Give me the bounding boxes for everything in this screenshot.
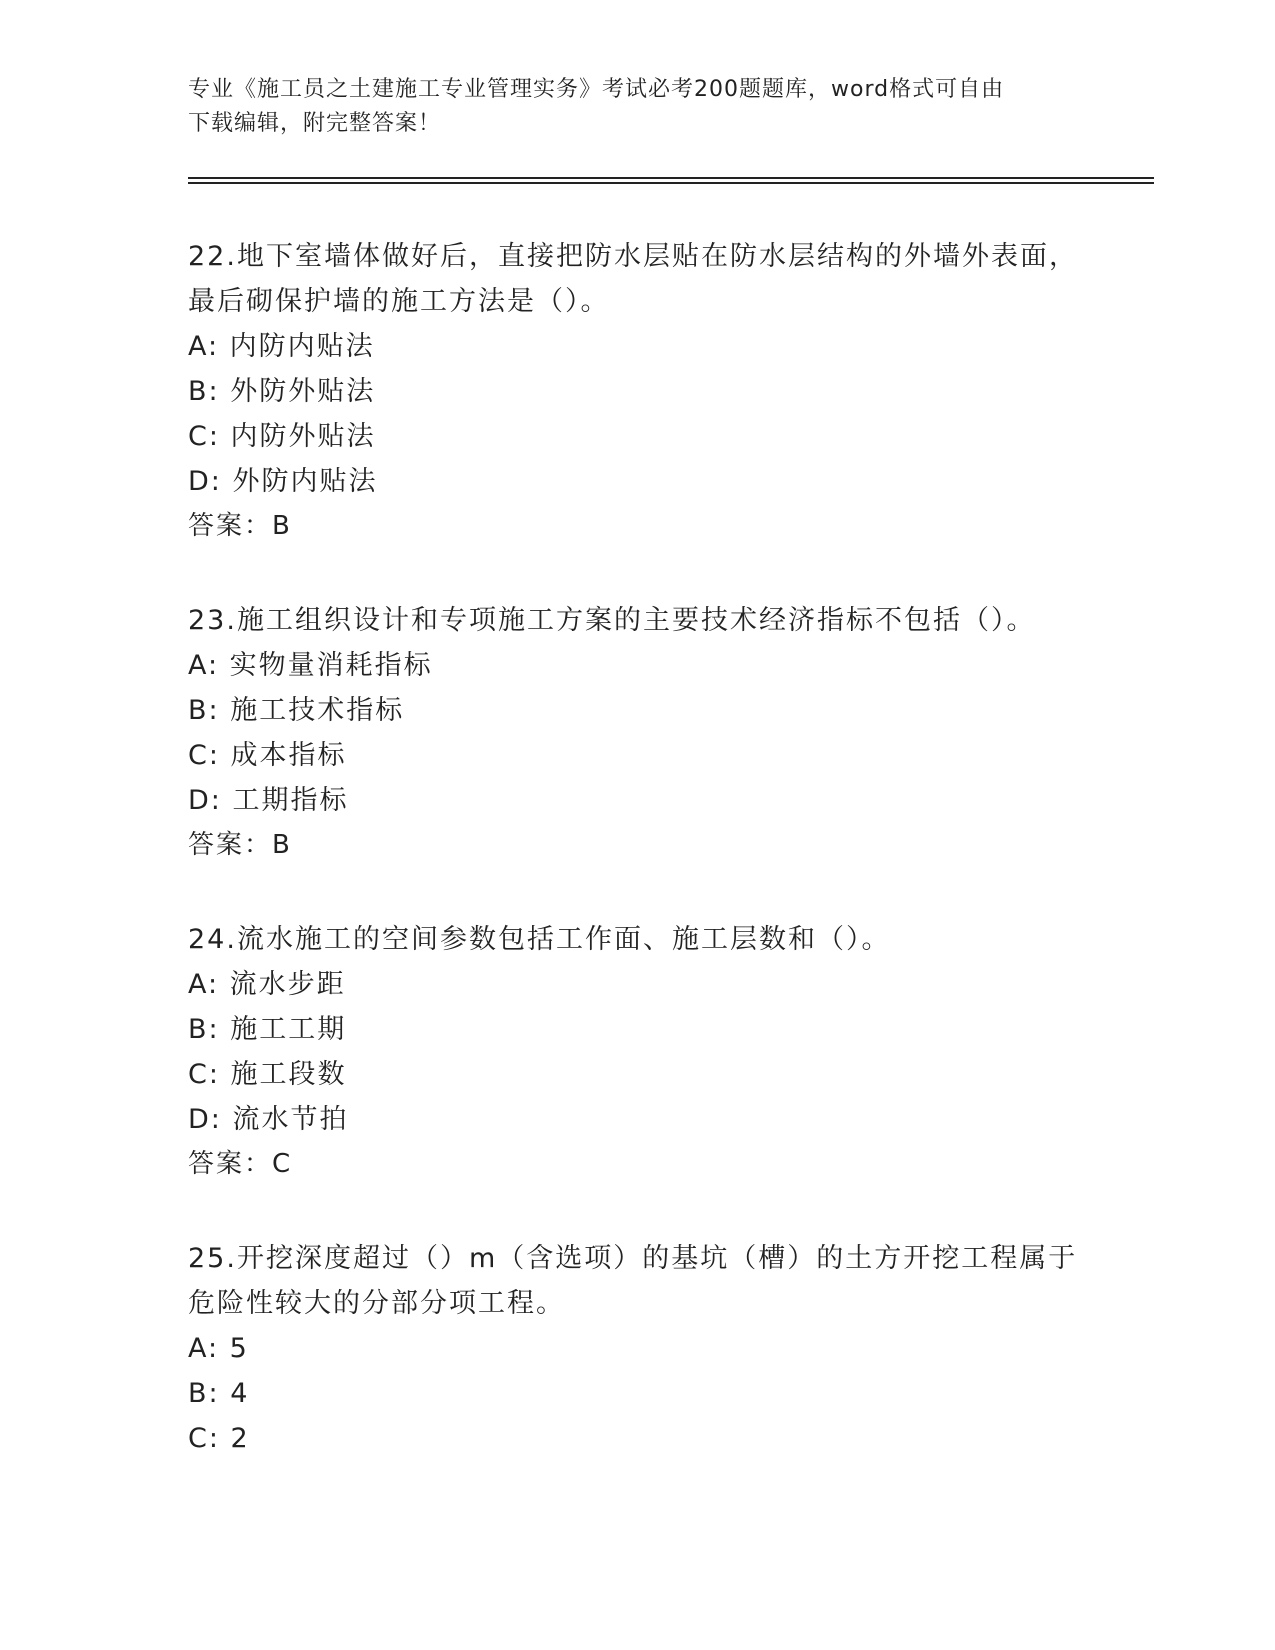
- option-c: C: 内防外贴法: [188, 421, 376, 452]
- option-a: A: 实物量消耗指标: [188, 650, 433, 681]
- question-22: [188, 234, 1088, 549]
- option-a: A: 内防内贴法: [188, 331, 375, 362]
- option-a: A: 5: [188, 1333, 249, 1364]
- question-stem: 危险性较大的分部分项工程。: [188, 1288, 565, 1319]
- header-line: 下载编辑，附完整答案！: [188, 111, 442, 136]
- option-d: D: 工期指标: [188, 785, 349, 816]
- question-stem: 最后砌保护墙的施工方法是（）。: [188, 286, 610, 317]
- option-c: C: 施工段数: [188, 1059, 347, 1090]
- header-line: 专业《施工员之土建施工专业管理实务》考试必考200题题库，word格式可自由: [188, 77, 1005, 102]
- document-header: [188, 73, 1088, 141]
- question-stem: 22.地下室墙体做好后，直接把防水层贴在防水层结构的外墙外表面，: [188, 241, 1078, 272]
- option-d: D: 流水节拍: [188, 1104, 349, 1135]
- question-23: [188, 598, 1088, 868]
- question-stem: 25.开挖深度超过（）m（含选项）的基坑（槽）的土方开挖工程属于: [188, 1243, 1078, 1274]
- option-b: B: 施工工期: [188, 1014, 347, 1045]
- option-b: B: 施工技术指标: [188, 695, 405, 726]
- question-24: [188, 917, 1088, 1187]
- option-d: D: 外防内贴法: [188, 466, 378, 497]
- header-divider: [188, 177, 1154, 179]
- option-c: C: 成本指标: [188, 740, 347, 771]
- option-a: A: 流水步距: [188, 969, 346, 1000]
- answer-label: 答案：C: [188, 1149, 293, 1179]
- option-b: B: 4: [188, 1378, 250, 1409]
- answer-label: 答案：B: [188, 830, 292, 860]
- question-stem: 23.施工组织设计和专项施工方案的主要技术经济指标不包括（）。: [188, 605, 1036, 636]
- question-25: [188, 1236, 1088, 1461]
- option-b: B: 外防外贴法: [188, 376, 376, 407]
- answer-label: 答案：B: [188, 511, 292, 541]
- header-divider: [188, 182, 1154, 184]
- question-stem: 24.流水施工的空间参数包括工作面、施工层数和（）。: [188, 924, 891, 955]
- option-c: C: 2: [188, 1423, 250, 1454]
